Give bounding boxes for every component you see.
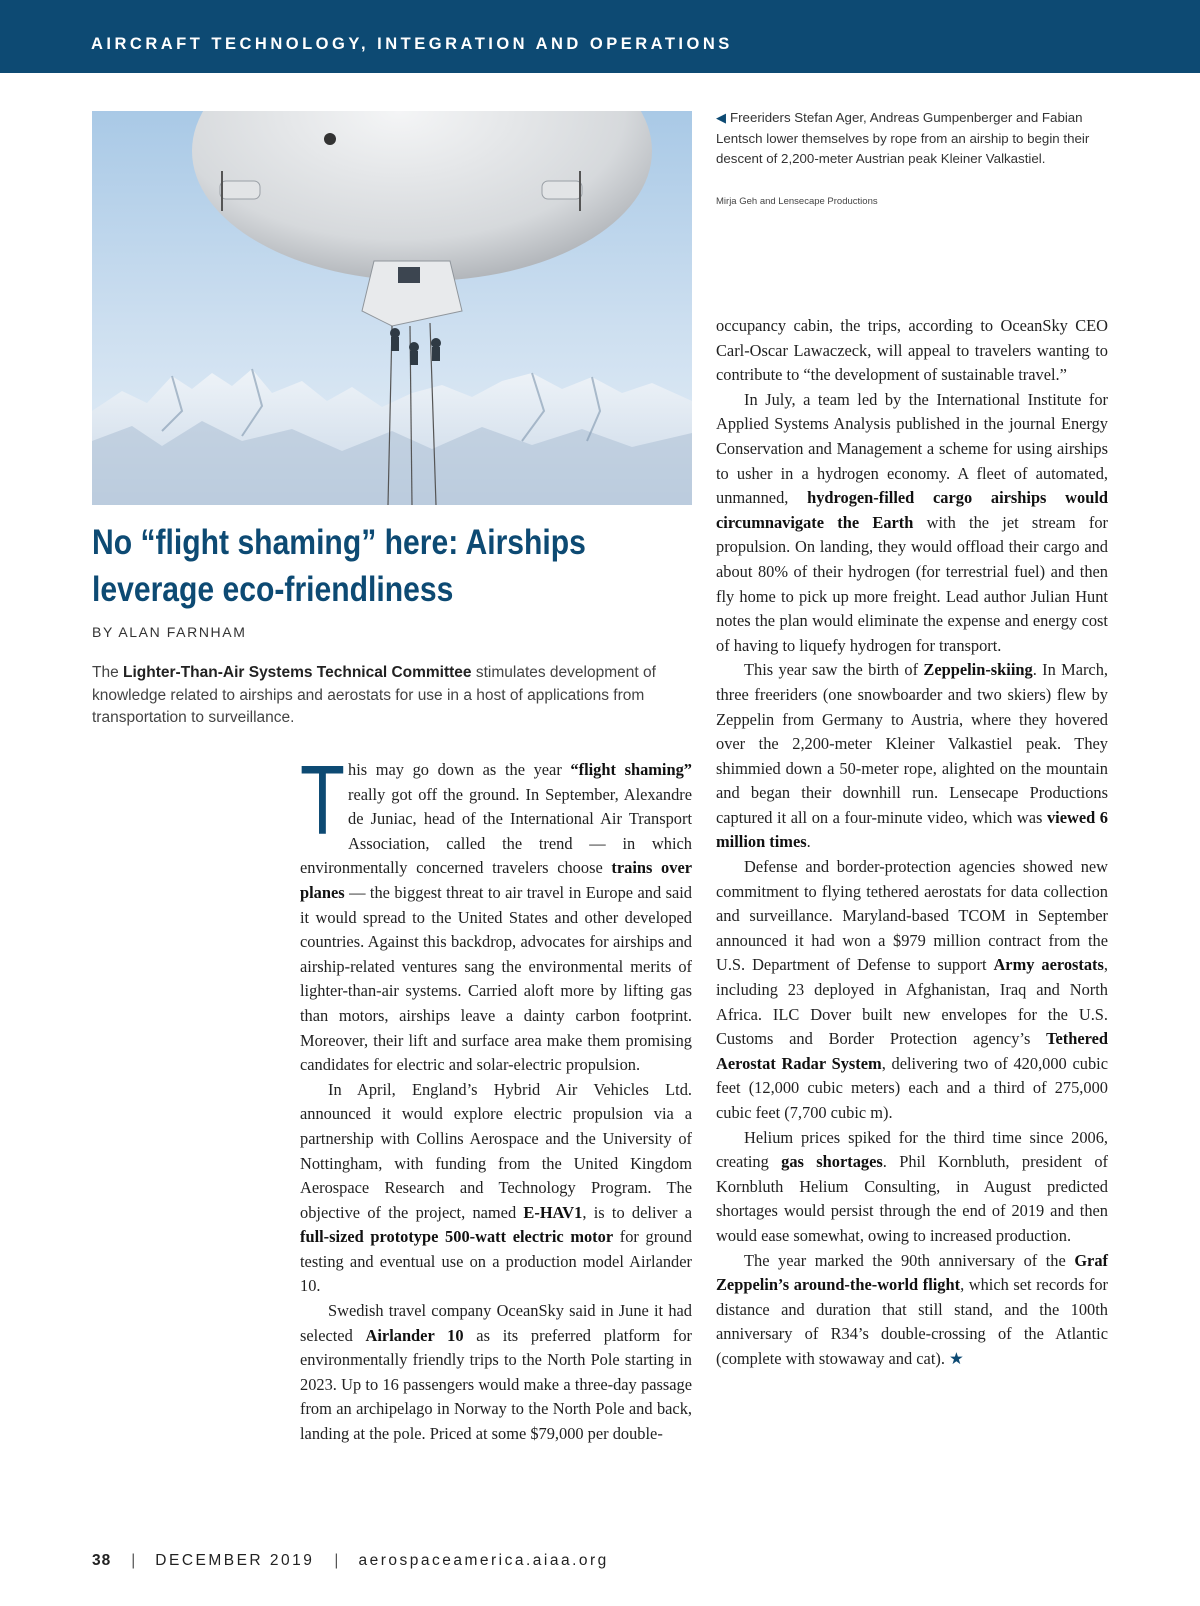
text-run: for ground testing and eventual use on a production model Airlander 10. bbox=[300, 1227, 692, 1296]
text-run: , including 23 deployed in Afghanistan, Iraq and North Africa. ILC Dover built new envelopes for the U.S. Customs and Border Protection agency’s bbox=[716, 955, 1108, 1049]
caption-text: Freeriders Stefan Ager, Andreas Gumpenberger and Fabian Lentsch lower themselves by rope from an airship to begin their descent of 2,200-meter Austrian peak Kleiner Valkastiel. bbox=[716, 110, 1090, 166]
section-header-bar bbox=[0, 0, 1200, 73]
text-run: , is to deliver a bbox=[582, 1202, 692, 1222]
paragraph-4 bbox=[716, 388, 1108, 659]
highlight-run: Tethered Aerostat Radar System bbox=[716, 1029, 1108, 1073]
highlight-run: trains over planes bbox=[300, 858, 692, 902]
drop-cap: T bbox=[300, 745, 345, 855]
issue-date: DECEMBER 2019 bbox=[155, 1552, 315, 1569]
page-number: 38 bbox=[92, 1552, 112, 1569]
text-run: In April, England’s Hybrid Air Vehicles Ltd. announced it would explore electric propulsion via a partnership with Collins Aerospace and the University of Nottingham, with funding from the United Kingdom Aerospace Research and Technology Program. The objective of the project, named bbox=[300, 1079, 692, 1222]
photo-caption bbox=[716, 108, 1116, 170]
text-run: — the biggest threat to air travel in Europe and said it would spread to the United States and other developed countries. Against this backdrop, advocates for airships and airship-related ventures sang the environmental merits of lighter-than-air systems. Carried aloft more by lifting gas than motors, airships leave a dainty carbon footprint. Moreover, their lift and surface area make them promising candidates for electric and solar-electric propulsion. bbox=[300, 882, 692, 1075]
text-run: , which set records for distance and duration that still stand, and the 100th anniversary of R34’s double-crossing of the Atlantic (complete with stowaway and cat). bbox=[716, 1275, 1109, 1368]
highlight-run: viewed 6 million times bbox=[716, 807, 1108, 852]
highlight-run: gas shortages bbox=[781, 1152, 883, 1172]
text-run: as its preferred platform for environmentally friendly trips to the North Pole starting in 2023. Up to 16 passengers would make a three-day passage from an archipelago in Norway to the North Pole and back, landing at the pole. Priced at some $79,000 per double- bbox=[300, 1325, 692, 1444]
article-column-left bbox=[300, 745, 692, 1447]
highlight-run: Army aerostats bbox=[993, 955, 1104, 975]
highlight-run: Graf Zeppelin’s around-the-world flight bbox=[716, 1250, 1108, 1295]
article-column-right bbox=[716, 314, 1108, 1372]
footer-separator: | bbox=[131, 1552, 136, 1569]
highlight-run: full-sized prototype 500-watt electric motor bbox=[300, 1227, 614, 1247]
paragraph-8 bbox=[716, 1249, 1108, 1372]
footer-separator: | bbox=[334, 1552, 339, 1569]
highlight-run: hydrogen-filled cargo airships would circumnavigate the Earth bbox=[716, 488, 1108, 532]
airship-photo bbox=[92, 111, 692, 505]
highlight-run: Airlander 10 bbox=[365, 1325, 464, 1345]
paragraph-5 bbox=[716, 658, 1108, 855]
section-title: AIRCRAFT TECHNOLOGY, INTEGRATION AND OPERATIONS bbox=[91, 35, 733, 53]
text-run: The year marked the 90th anniversary of the bbox=[744, 1250, 1075, 1270]
paragraph-6 bbox=[716, 855, 1108, 1126]
highlight-run: “flight shaming” bbox=[570, 760, 692, 779]
highlight-run: E-HAV1 bbox=[523, 1202, 583, 1222]
headline-line-2: leverage eco-friendliness bbox=[92, 570, 454, 609]
highlight-run: Zeppelin-skiing bbox=[923, 660, 1033, 680]
headline-line-1: No “flight shaming” here: Airships bbox=[92, 523, 586, 562]
text-run: really got off the ground. In September, Alexandre de Juniac, head of the International Air Transport Association, called the trend — in which environmentally concerned travelers choose bbox=[300, 784, 692, 878]
text-run: Defense and border-protection agencies showed new commitment to flying tethered aerostats for data collection and surveillance. Maryland-based TCOM in September announced it had won a $979 million contract from the U.S. Department of Defense to support bbox=[716, 857, 1108, 975]
website-url: aerospaceamerica.aiaa.org bbox=[358, 1552, 609, 1569]
committee-intro bbox=[92, 662, 692, 730]
text-run: , delivering two of 420,000 cubic feet (12,000 cubic meters) each and a third of 275,000 cubic feet (7,700 cubic m). bbox=[716, 1053, 1108, 1122]
text-run: In July, a team led by the International Institute for Applied Systems Analysis published in the journal Energy Conservation and Management a scheme for using airships to usher in a hydrogen economy. A fleet of automated, unmanned, bbox=[716, 389, 1108, 508]
paragraph-7 bbox=[716, 1126, 1108, 1249]
end-star-icon: ★ bbox=[949, 1348, 964, 1368]
text-run: Swedish travel company OceanSky said in June it had selected bbox=[300, 1301, 692, 1345]
committee-name: Lighter-Than-Air Systems Technical Committee bbox=[123, 664, 472, 681]
caption-pointer-icon: ◀ bbox=[716, 110, 726, 125]
paragraph-3-continued: occupancy cabin, the trips, according to OceanSky CEO Carl-Oscar Lawaczeck, will appeal to travelers wanting to contribute to “the development of sustainable travel.” bbox=[716, 316, 1108, 385]
paragraph-3 bbox=[300, 1299, 692, 1447]
text-run: . bbox=[806, 832, 811, 852]
text-run: his may go down as the year bbox=[348, 760, 571, 779]
byline: BY ALAN FARNHAM bbox=[92, 624, 247, 640]
text-run: . Phil Kornbluth, president of Kornbluth Helium Consulting, in August predicted shortages would persist through the end of 2019 and then would ease somewhat, owing to increased production. bbox=[716, 1152, 1108, 1245]
committee-intro-text: stimulates development of knowledge related to airships and aerostats for use in a host of applications from transportation to surveillance. bbox=[92, 664, 656, 726]
photo-credit: Mirja Geh and Lensecape Productions bbox=[716, 196, 878, 207]
text-run: Helium prices spiked for the third time since 2006, creating bbox=[716, 1127, 1108, 1172]
airship-over-mountains-photo bbox=[92, 111, 692, 505]
article-headline bbox=[92, 519, 608, 613]
text-run: . In March, three freeriders (one snowboarder and two skiers) flew by Zeppelin from Germany to Austria, where they hovered over the 2,200-meter Kleiner Valkastiel peak. They shimmied down a 50-meter rope, alighted on the mountain and began their downhill run. Lensecape Productions captured it all on a four-minute video, which was bbox=[716, 660, 1108, 827]
paragraph-2 bbox=[300, 1078, 692, 1299]
page-footer bbox=[92, 1552, 609, 1570]
paragraph-1 bbox=[300, 745, 692, 1078]
text-run: This year saw the birth of bbox=[744, 660, 924, 680]
text-run: with the jet stream for propulsion. On landing, they would offload their cargo and about 80% of their hydrogen (for terrestrial fuel) and then fly home to pick up more freight. Lead author Julian Hunt notes the plan would eliminate the expense and energy cost of having to liquefy hydrogen for transport. bbox=[716, 512, 1108, 655]
committee-intro-text: The bbox=[92, 664, 124, 681]
